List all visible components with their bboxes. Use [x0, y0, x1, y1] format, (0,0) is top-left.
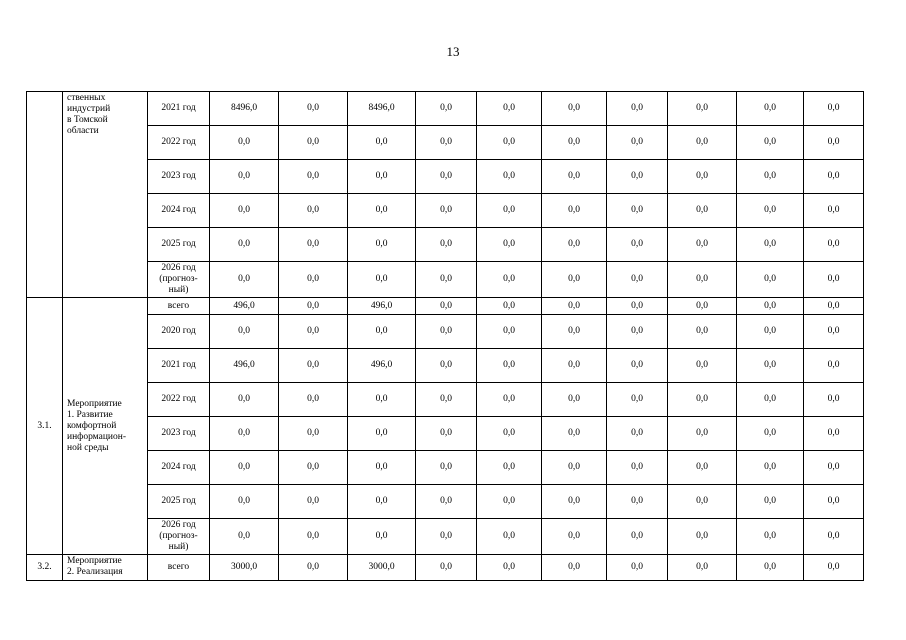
value-cell: 0,0 [668, 126, 737, 160]
value-cell: 0,0 [607, 485, 668, 519]
value-cell: 3000,0 [210, 555, 279, 581]
value-cell: 8496,0 [210, 92, 279, 126]
period-cell: 2020 год [148, 315, 210, 349]
item-name-line: 1. Развитие [67, 409, 113, 420]
value-cell: 496,0 [210, 349, 279, 383]
value-cell: 0,0 [804, 160, 864, 194]
value-cell: 0,0 [416, 92, 477, 126]
value-cell: 0,0 [210, 160, 279, 194]
value-cell: 0,0 [542, 92, 607, 126]
item-name [63, 92, 148, 298]
item-name-line: в Томской [67, 115, 108, 125]
period-cell: 2025 год [148, 228, 210, 262]
period-cell: 2024 год [148, 451, 210, 485]
value-cell: 0,0 [477, 315, 542, 349]
value-cell: 0,0 [477, 262, 542, 298]
value-cell: 0,0 [804, 555, 864, 581]
value-cell: 0,0 [210, 126, 279, 160]
value-cell: 0,0 [804, 417, 864, 451]
value-cell: 0,0 [668, 262, 737, 298]
table-row [27, 417, 864, 451]
value-cell: 0,0 [737, 485, 804, 519]
value-cell: 496,0 [348, 298, 416, 315]
value-cell: 0,0 [477, 451, 542, 485]
table-row [27, 485, 864, 519]
item-name-line: Мероприятие [67, 398, 122, 409]
value-cell: 0,0 [737, 349, 804, 383]
value-cell: 0,0 [279, 555, 348, 581]
value-cell: 0,0 [477, 555, 542, 581]
value-cell: 0,0 [737, 262, 804, 298]
value-cell: 0,0 [210, 485, 279, 519]
period-cell [148, 519, 210, 555]
period-line: ный) [168, 285, 189, 295]
value-cell: 0,0 [416, 160, 477, 194]
value-cell: 0,0 [804, 92, 864, 126]
item-name-line: комфортной [67, 420, 117, 431]
value-cell: 0,0 [668, 160, 737, 194]
value-cell: 0,0 [416, 262, 477, 298]
value-cell: 0,0 [477, 298, 542, 315]
value-cell: 0,0 [737, 92, 804, 126]
table-row [27, 262, 864, 298]
value-cell: 0,0 [607, 262, 668, 298]
value-cell: 0,0 [668, 298, 737, 315]
value-cell: 0,0 [279, 298, 348, 315]
value-cell: 0,0 [477, 160, 542, 194]
table-row [27, 519, 864, 555]
page-number: 13 [446, 44, 460, 59]
value-cell: 0,0 [607, 519, 668, 555]
value-cell: 0,0 [542, 298, 607, 315]
item-name-line: информацион- [67, 431, 127, 442]
value-cell: 0,0 [607, 194, 668, 228]
value-cell: 0,0 [542, 349, 607, 383]
period-cell: 2023 год [148, 160, 210, 194]
value-cell: 0,0 [542, 485, 607, 519]
table-row [27, 126, 864, 160]
value-cell: 0,0 [804, 228, 864, 262]
value-cell: 0,0 [542, 555, 607, 581]
item-name-line: 2. Реализация [67, 567, 123, 577]
value-cell: 0,0 [804, 315, 864, 349]
value-cell: 0,0 [416, 519, 477, 555]
value-cell: 0,0 [542, 126, 607, 160]
table-row [27, 194, 864, 228]
item-number [27, 92, 63, 298]
value-cell: 0,0 [542, 383, 607, 417]
value-cell: 0,0 [607, 92, 668, 126]
period-line: ный) [168, 542, 189, 552]
value-cell: 0,0 [348, 160, 416, 194]
budget-table [26, 91, 864, 581]
value-cell: 0,0 [607, 555, 668, 581]
value-cell: 0,0 [542, 160, 607, 194]
value-cell: 0,0 [804, 262, 864, 298]
value-cell: 0,0 [737, 315, 804, 349]
table-row [27, 349, 864, 383]
value-cell: 0,0 [668, 228, 737, 262]
value-cell: 0,0 [607, 383, 668, 417]
value-cell: 0,0 [348, 126, 416, 160]
value-cell: 0,0 [542, 228, 607, 262]
value-cell: 0,0 [210, 451, 279, 485]
value-cell: 0,0 [279, 92, 348, 126]
value-cell: 0,0 [668, 417, 737, 451]
value-cell: 0,0 [804, 451, 864, 485]
value-cell: 0,0 [279, 417, 348, 451]
value-cell: 0,0 [668, 519, 737, 555]
value-cell: 0,0 [348, 383, 416, 417]
value-cell: 0,0 [477, 92, 542, 126]
value-cell: 0,0 [668, 451, 737, 485]
value-cell: 0,0 [804, 126, 864, 160]
value-cell: 0,0 [607, 126, 668, 160]
value-cell: 0,0 [477, 228, 542, 262]
value-cell: 8496,0 [348, 92, 416, 126]
item-name-line: ственных [67, 93, 106, 103]
item-name-line: индустрий [67, 104, 111, 114]
period-line: 2026 год [161, 520, 196, 530]
period-cell: 2022 год [148, 126, 210, 160]
value-cell: 0,0 [416, 451, 477, 485]
value-cell: 0,0 [668, 383, 737, 417]
value-cell: 0,0 [477, 519, 542, 555]
value-cell: 0,0 [210, 519, 279, 555]
value-cell: 0,0 [348, 485, 416, 519]
value-cell: 0,0 [348, 228, 416, 262]
value-cell: 0,0 [804, 519, 864, 555]
value-cell: 0,0 [668, 349, 737, 383]
table-row [27, 298, 864, 315]
value-cell: 0,0 [607, 417, 668, 451]
value-cell: 0,0 [542, 194, 607, 228]
value-cell: 0,0 [737, 417, 804, 451]
value-cell: 0,0 [542, 417, 607, 451]
value-cell: 0,0 [416, 417, 477, 451]
value-cell: 0,0 [804, 383, 864, 417]
value-cell: 0,0 [416, 126, 477, 160]
period-line: (прогноз- [159, 274, 198, 284]
value-cell: 0,0 [279, 315, 348, 349]
value-cell: 496,0 [210, 298, 279, 315]
value-cell: 0,0 [542, 315, 607, 349]
value-cell: 0,0 [416, 485, 477, 519]
value-cell: 0,0 [279, 228, 348, 262]
value-cell: 0,0 [477, 417, 542, 451]
value-cell: 0,0 [279, 519, 348, 555]
value-cell: 0,0 [668, 194, 737, 228]
value-cell: 0,0 [668, 315, 737, 349]
table-row [27, 160, 864, 194]
item-number: 3.2. [27, 555, 63, 581]
table-row [27, 228, 864, 262]
value-cell: 0,0 [607, 451, 668, 485]
period-cell: 2021 год [148, 349, 210, 383]
value-cell: 0,0 [477, 126, 542, 160]
item-number: 3.1. [27, 298, 63, 555]
item-name-line: ной среды [67, 442, 109, 453]
item-name-line: области [67, 126, 99, 136]
value-cell: 0,0 [804, 194, 864, 228]
value-cell: 0,0 [279, 262, 348, 298]
value-cell: 0,0 [737, 383, 804, 417]
value-cell: 0,0 [416, 555, 477, 581]
value-cell: 3000,0 [348, 555, 416, 581]
value-cell: 0,0 [279, 126, 348, 160]
value-cell: 0,0 [607, 160, 668, 194]
value-cell: 0,0 [737, 555, 804, 581]
value-cell: 0,0 [737, 451, 804, 485]
table-row [27, 555, 864, 581]
value-cell: 0,0 [210, 315, 279, 349]
period-cell: 2022 год [148, 383, 210, 417]
value-cell: 0,0 [416, 228, 477, 262]
value-cell: 0,0 [668, 485, 737, 519]
value-cell: 0,0 [279, 349, 348, 383]
value-cell: 0,0 [348, 451, 416, 485]
value-cell: 0,0 [737, 298, 804, 315]
value-cell: 0,0 [348, 519, 416, 555]
value-cell: 0,0 [210, 228, 279, 262]
table-row [27, 451, 864, 485]
value-cell: 0,0 [348, 194, 416, 228]
value-cell: 0,0 [607, 298, 668, 315]
value-cell: 0,0 [416, 349, 477, 383]
value-cell: 496,0 [348, 349, 416, 383]
value-cell: 0,0 [348, 262, 416, 298]
value-cell: 0,0 [210, 262, 279, 298]
period-cell: всего [148, 555, 210, 581]
period-line: 2026 год [161, 263, 196, 273]
period-cell: 2021 год [148, 92, 210, 126]
item-name [63, 298, 148, 555]
value-cell: 0,0 [737, 194, 804, 228]
item-name [63, 555, 148, 581]
value-cell: 0,0 [477, 485, 542, 519]
value-cell: 0,0 [804, 485, 864, 519]
value-cell: 0,0 [416, 194, 477, 228]
value-cell: 0,0 [279, 194, 348, 228]
value-cell: 0,0 [477, 383, 542, 417]
value-cell: 0,0 [279, 485, 348, 519]
value-cell: 0,0 [542, 262, 607, 298]
period-cell: всего [148, 298, 210, 315]
period-cell: 2024 год [148, 194, 210, 228]
value-cell: 0,0 [737, 160, 804, 194]
table-row [27, 315, 864, 349]
table-body [27, 92, 864, 581]
table-row [27, 92, 864, 126]
value-cell: 0,0 [607, 315, 668, 349]
value-cell: 0,0 [737, 126, 804, 160]
value-cell: 0,0 [279, 451, 348, 485]
value-cell: 0,0 [607, 228, 668, 262]
value-cell: 0,0 [542, 519, 607, 555]
period-line: (прогноз- [159, 531, 198, 541]
value-cell: 0,0 [737, 228, 804, 262]
value-cell: 0,0 [348, 417, 416, 451]
value-cell: 0,0 [348, 315, 416, 349]
value-cell: 0,0 [210, 417, 279, 451]
value-cell: 0,0 [737, 519, 804, 555]
value-cell: 0,0 [804, 298, 864, 315]
period-cell: 2023 год [148, 417, 210, 451]
value-cell: 0,0 [210, 194, 279, 228]
value-cell: 0,0 [542, 451, 607, 485]
value-cell: 0,0 [416, 383, 477, 417]
value-cell: 0,0 [668, 92, 737, 126]
value-cell: 0,0 [668, 555, 737, 581]
value-cell: 0,0 [416, 315, 477, 349]
value-cell: 0,0 [210, 383, 279, 417]
value-cell: 0,0 [477, 194, 542, 228]
period-cell [148, 262, 210, 298]
value-cell: 0,0 [279, 160, 348, 194]
value-cell: 0,0 [607, 349, 668, 383]
value-cell: 0,0 [477, 349, 542, 383]
table-row [27, 383, 864, 417]
value-cell: 0,0 [279, 383, 348, 417]
period-cell: 2025 год [148, 485, 210, 519]
value-cell: 0,0 [804, 349, 864, 383]
item-name-line: Мероприятие [67, 556, 122, 566]
value-cell: 0,0 [416, 298, 477, 315]
